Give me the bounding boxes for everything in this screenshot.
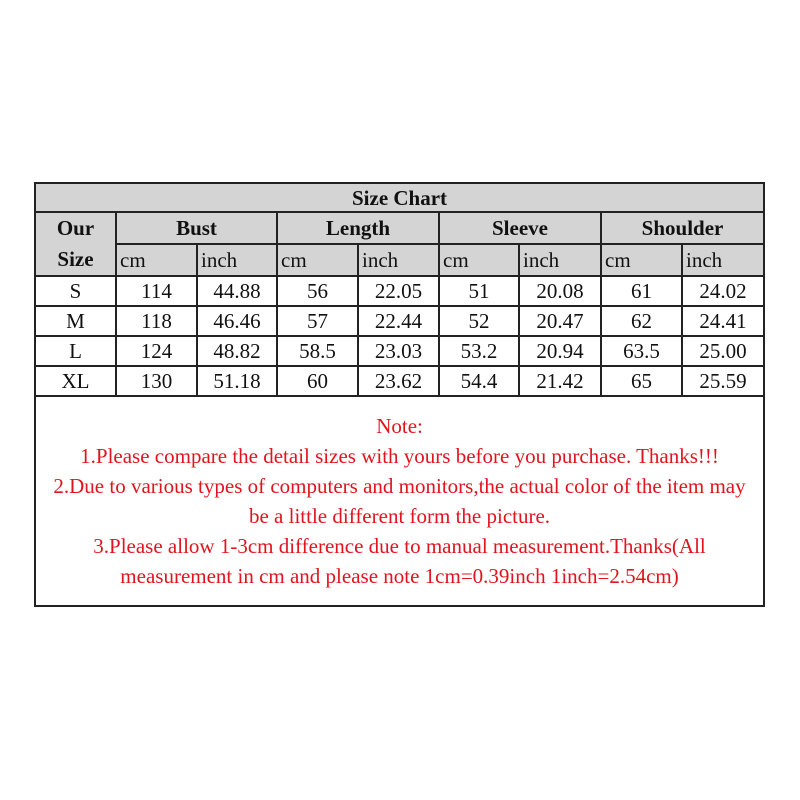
- measurement-cell: 22.44: [358, 306, 439, 336]
- measurement-cell: 65: [601, 366, 682, 396]
- group-header-bust: Bust: [116, 212, 277, 244]
- group-header-sleeve: Sleeve: [439, 212, 601, 244]
- measurement-cell: 44.88: [197, 276, 277, 306]
- size-label: XL: [35, 366, 116, 396]
- measurement-cell: 130: [116, 366, 197, 396]
- measurement-cell: 114: [116, 276, 197, 306]
- measurement-cell: 48.82: [197, 336, 277, 366]
- measurement-cell: 25.59: [682, 366, 764, 396]
- table-row: [35, 306, 764, 336]
- table-row: [35, 336, 764, 366]
- size-label: M: [35, 306, 116, 336]
- size-label: L: [35, 336, 116, 366]
- measurement-cell: 23.62: [358, 366, 439, 396]
- unit-header: cm: [439, 244, 519, 276]
- size-header: [35, 212, 116, 276]
- notes-section: [35, 396, 764, 606]
- measurement-cell: 46.46: [197, 306, 277, 336]
- measurement-cell: 124: [116, 336, 197, 366]
- size-header-line1: Our: [56, 216, 95, 240]
- measurement-cell: 54.4: [439, 366, 519, 396]
- unit-header: inch: [358, 244, 439, 276]
- unit-header: cm: [116, 244, 197, 276]
- table-title: Size Chart: [35, 183, 764, 212]
- measurement-cell: 56: [277, 276, 358, 306]
- unit-header: inch: [197, 244, 277, 276]
- group-header-length: Length: [277, 212, 439, 244]
- size-chart-table: [34, 182, 765, 607]
- size-header-line2: Size: [57, 247, 94, 271]
- note-3: 3.Please allow 1-3cm difference due to manual measurement.Thanks(All measurement in cm and please note 1cm=0.39inch 1inch=2.54cm): [93, 534, 706, 588]
- measurement-cell: 20.08: [519, 276, 601, 306]
- measurement-cell: 22.05: [358, 276, 439, 306]
- measurement-cell: 20.94: [519, 336, 601, 366]
- measurement-cell: 53.2: [439, 336, 519, 366]
- measurement-cell: 118: [116, 306, 197, 336]
- measurement-cell: 24.02: [682, 276, 764, 306]
- measurement-cell: 61: [601, 276, 682, 306]
- measurement-cell: 21.42: [519, 366, 601, 396]
- table-row: [35, 366, 764, 396]
- measurement-cell: 63.5: [601, 336, 682, 366]
- group-header-shoulder: Shoulder: [601, 212, 764, 244]
- measurement-cell: 57: [277, 306, 358, 336]
- measurement-cell: 51.18: [197, 366, 277, 396]
- measurement-cell: 24.41: [682, 306, 764, 336]
- note-heading: Note:: [376, 414, 423, 438]
- unit-header: cm: [601, 244, 682, 276]
- measurement-cell: 52: [439, 306, 519, 336]
- note-2: 2.Due to various types of computers and monitors,the actual color of the item may be a little different form the picture.: [53, 474, 746, 528]
- measurement-cell: 62: [601, 306, 682, 336]
- note-1: 1.Please compare the detail sizes with yours before you purchase. Thanks!!!: [80, 444, 719, 468]
- measurement-cell: 23.03: [358, 336, 439, 366]
- measurement-cell: 58.5: [277, 336, 358, 366]
- measurement-cell: 25.00: [682, 336, 764, 366]
- measurement-cell: 20.47: [519, 306, 601, 336]
- unit-header: inch: [519, 244, 601, 276]
- unit-header: inch: [682, 244, 764, 276]
- measurement-cell: 51: [439, 276, 519, 306]
- table-row: [35, 276, 764, 306]
- unit-header: cm: [277, 244, 358, 276]
- measurement-cell: 60: [277, 366, 358, 396]
- size-label: S: [35, 276, 116, 306]
